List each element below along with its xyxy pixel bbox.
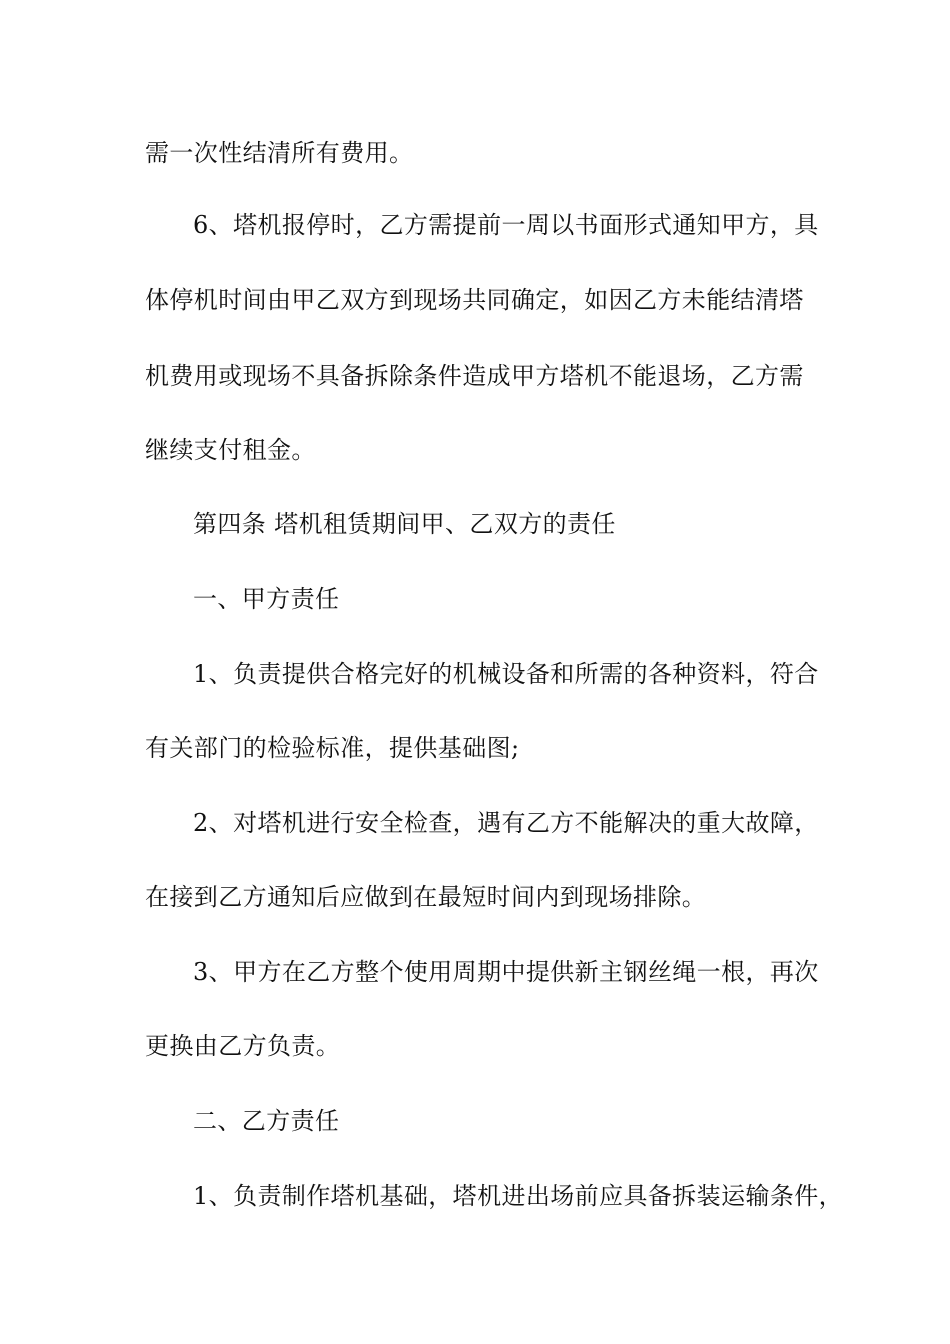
text-line: 6、塔机报停时，乙方需提前一周以书面形式通知甲方，具 xyxy=(193,211,819,239)
text-line: 3、甲方在乙方整个使用周期中提供新主钢丝绳一根，再次 xyxy=(193,958,819,986)
text-line: 1、负责制作塔机基础，塔机进出场前应具备拆装运输条件， xyxy=(193,1182,844,1210)
text-line: 机费用或现场不具备拆除条件造成甲方塔机不能退场，乙方需 xyxy=(145,362,804,390)
text-line: 体停机时间由甲乙双方到现场共同确定，如因乙方未能结清塔 xyxy=(145,286,804,314)
section-heading: 第四条 塔机租赁期间甲、乙双方的责任 xyxy=(193,510,616,538)
subsection-heading: 一、甲方责任 xyxy=(193,585,340,613)
text-line: 在接到乙方通知后应做到在最短时间内到现场排除。 xyxy=(145,883,707,911)
text-line: 2、对塔机进行安全检查，遇有乙方不能解决的重大故障， xyxy=(193,809,819,837)
text-line: 1、负责提供合格完好的机械设备和所需的各种资料，符合 xyxy=(193,660,819,688)
text-line: 有关部门的检验标准，提供基础图; xyxy=(145,734,520,762)
text-line: 更换由乙方负责。 xyxy=(145,1032,341,1060)
text-line: 继续支付租金。 xyxy=(145,436,316,464)
subsection-heading: 二、乙方责任 xyxy=(193,1107,340,1135)
text-line: 需一次性结清所有费用。 xyxy=(145,139,414,167)
